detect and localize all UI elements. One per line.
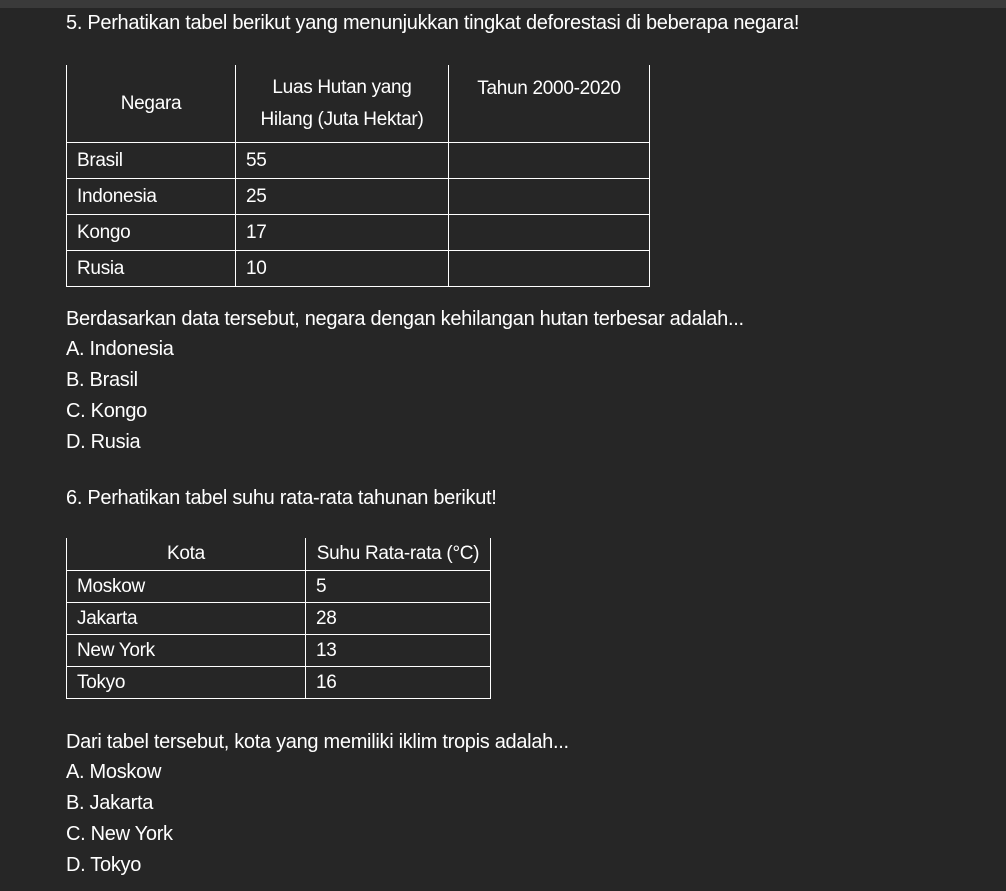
q5-option-a: A. Indonesia: [66, 338, 174, 360]
cell-negara: Rusia: [67, 251, 236, 287]
cell-suhu: 16: [306, 667, 491, 699]
question-6-prompt: Dari tabel tersebut, kota yang memiliki iklim tropis adalah...: [66, 731, 569, 753]
header-luas-line2: Hilang (Juta Hektar): [260, 108, 424, 130]
deforestation-table: [66, 65, 650, 287]
cell-kota: New York: [67, 635, 306, 667]
q5-option-d: D. Rusia: [66, 431, 141, 453]
cell-empty: [449, 179, 650, 215]
cell-suhu: 13: [306, 635, 491, 667]
table-row: [67, 179, 650, 215]
q6-option-d: D. Tokyo: [66, 854, 142, 876]
table-row: [67, 251, 650, 287]
temperature-table: [66, 538, 491, 699]
header-negara: Negara: [67, 65, 236, 143]
cell-luas: 10: [236, 251, 449, 287]
header-suhu: Suhu Rata-rata (°C): [306, 538, 491, 571]
q5-option-b: B. Brasil: [66, 369, 138, 391]
cell-empty: [449, 215, 650, 251]
table-row: [67, 603, 491, 635]
table-row: [67, 143, 650, 179]
header-luas-hutan: [236, 65, 449, 143]
cell-suhu: 5: [306, 571, 491, 603]
question-5-text: 5. Perhatikan tabel berikut yang menunjukkan tingkat deforestasi di beberapa negara!: [66, 12, 800, 34]
table-header-row: [67, 538, 491, 571]
question-6-text: 6. Perhatikan tabel suhu rata-rata tahunan berikut!: [66, 487, 497, 509]
cell-luas: 25: [236, 179, 449, 215]
table-row: [67, 635, 491, 667]
cell-empty: [449, 251, 650, 287]
cell-empty: [449, 143, 650, 179]
table-row: [67, 571, 491, 603]
cell-suhu: 28: [306, 603, 491, 635]
table-header-row: [67, 65, 650, 143]
table-row: [67, 215, 650, 251]
q6-option-a: A. Moskow: [66, 761, 162, 783]
top-bar: [0, 0, 1006, 8]
cell-kota: Jakarta: [67, 603, 306, 635]
cell-kota: Moskow: [67, 571, 306, 603]
q6-option-b: B. Jakarta: [66, 792, 154, 814]
cell-luas: 17: [236, 215, 449, 251]
header-kota: Kota: [67, 538, 306, 571]
cell-luas: 55: [236, 143, 449, 179]
question-5-prompt: Berdasarkan data tersebut, negara dengan kehilangan hutan terbesar adalah...: [66, 308, 744, 330]
cell-negara: Brasil: [67, 143, 236, 179]
cell-kota: Tokyo: [67, 667, 306, 699]
cell-negara: Indonesia: [67, 179, 236, 215]
cell-negara: Kongo: [67, 215, 236, 251]
q5-option-c: C. Kongo: [66, 400, 147, 422]
header-tahun: Tahun 2000-2020: [449, 65, 650, 143]
table-row: [67, 667, 491, 699]
q6-option-c: C. New York: [66, 823, 173, 845]
header-luas-line1: Luas Hutan yang: [272, 76, 412, 98]
